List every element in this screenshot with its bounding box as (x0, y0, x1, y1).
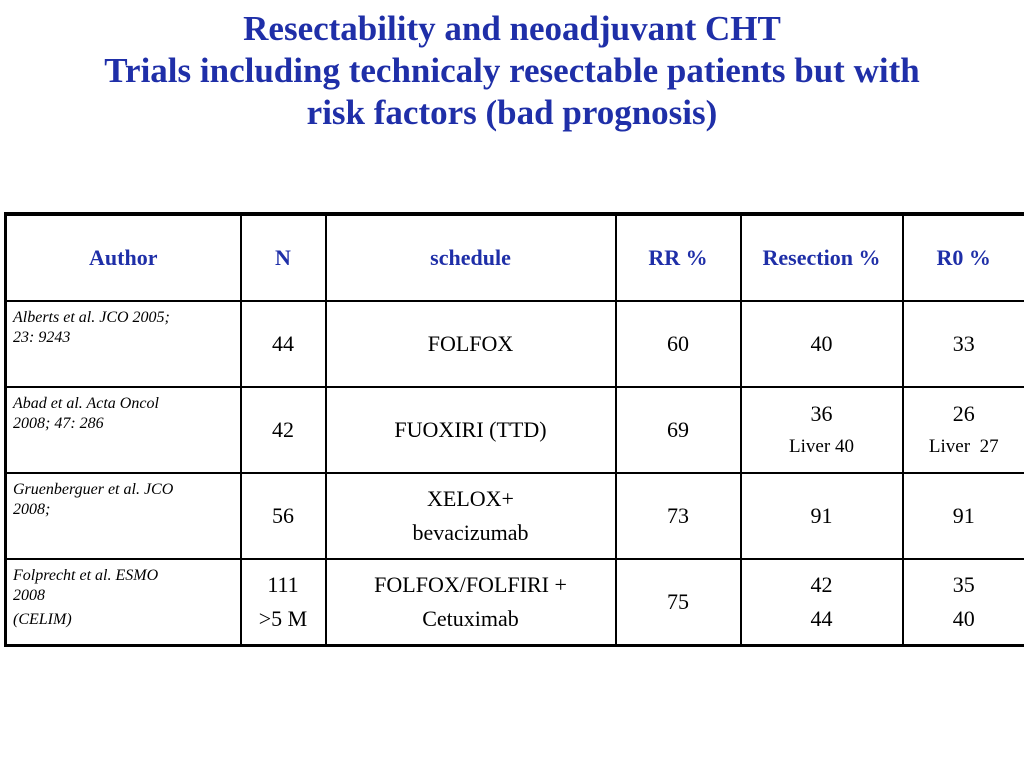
table-row (6, 473, 1024, 559)
trials-table (4, 212, 1024, 647)
title-line-2: Trials including technicaly resectable patients but with (104, 51, 920, 90)
cell-author (6, 387, 241, 473)
r0-value: 26 (952, 401, 975, 426)
header-schedule: schedule (326, 214, 616, 301)
header-rr: RR % (616, 214, 741, 301)
cell-schedule (326, 473, 616, 559)
table-row (6, 559, 1024, 645)
author-line: Abad et al. Acta Oncol (13, 395, 159, 412)
cell-n (241, 559, 326, 645)
header-author: Author (6, 214, 241, 301)
slide-title (0, 8, 1024, 134)
schedule-value: FOLFOX/FOLFIRI + (374, 571, 567, 597)
author-line: 2008; (13, 501, 51, 518)
cell-resection (741, 387, 903, 473)
cell-r0 (903, 473, 1024, 559)
cell-author (6, 473, 241, 559)
cell-r0 (903, 559, 1024, 645)
schedule-value: FOLFOX (427, 331, 514, 356)
resection-subvalue: Liver 40 (789, 436, 854, 457)
author-line: 2008; 47: 286 (13, 415, 104, 432)
cell-author (6, 559, 241, 645)
n-value: >5 M (258, 605, 308, 631)
table-header-row (6, 214, 1024, 301)
cell-n (241, 387, 326, 473)
schedule-value: Cetuximab (422, 605, 519, 631)
resection-value: 91 (810, 503, 833, 528)
header-r0: R0 % (903, 214, 1024, 301)
author-line: 2008 (13, 587, 45, 604)
n-value: 42 (272, 417, 294, 442)
resection-value: 36 (810, 401, 833, 426)
author-line: 23: 9243 (13, 329, 71, 346)
schedule-value: FUOXIRI (TTD) (394, 417, 547, 442)
title-line-3: risk factors (bad prognosis) (306, 93, 718, 132)
cell-author (6, 301, 241, 387)
resection-value: 44 (810, 605, 833, 631)
author-line: Alberts et al. JCO 2005; (13, 309, 170, 326)
cell-schedule (326, 387, 616, 473)
schedule-value: XELOX+ (427, 486, 514, 511)
cell-r0 (903, 301, 1024, 387)
n-value: 56 (272, 503, 294, 528)
resection-value: 40 (810, 331, 833, 356)
cell-n (241, 301, 326, 387)
cell-rr: 75 (616, 559, 741, 645)
cell-schedule (326, 559, 616, 645)
schedule-value: bevacizumab (412, 520, 529, 545)
cell-rr: 60 (616, 301, 741, 387)
cell-rr: 73 (616, 473, 741, 559)
author-line: Folprecht et al. ESMO (13, 567, 159, 584)
header-resection: Resection % (741, 214, 903, 301)
cell-n (241, 473, 326, 559)
n-value: 111 (267, 571, 299, 597)
r0-value: 40 (952, 605, 975, 631)
table-row (6, 301, 1024, 387)
author-line: Gruenberguer et al. JCO (13, 481, 174, 498)
author-line: (CELIM) (13, 611, 72, 628)
r0-subvalue: Liver 27 (928, 436, 999, 457)
cell-schedule (326, 301, 616, 387)
resection-value: 42 (810, 571, 833, 597)
cell-resection (741, 301, 903, 387)
cell-resection (741, 559, 903, 645)
header-n: N (241, 214, 326, 301)
r0-value: 35 (952, 571, 975, 597)
r0-value: 91 (952, 503, 975, 528)
table-row (6, 387, 1024, 473)
cell-r0 (903, 387, 1024, 473)
n-value: 44 (272, 331, 294, 356)
title-line-1: Resectability and neoadjuvant CHT (243, 9, 781, 48)
cell-rr: 69 (616, 387, 741, 473)
cell-resection (741, 473, 903, 559)
r0-value: 33 (952, 331, 975, 356)
